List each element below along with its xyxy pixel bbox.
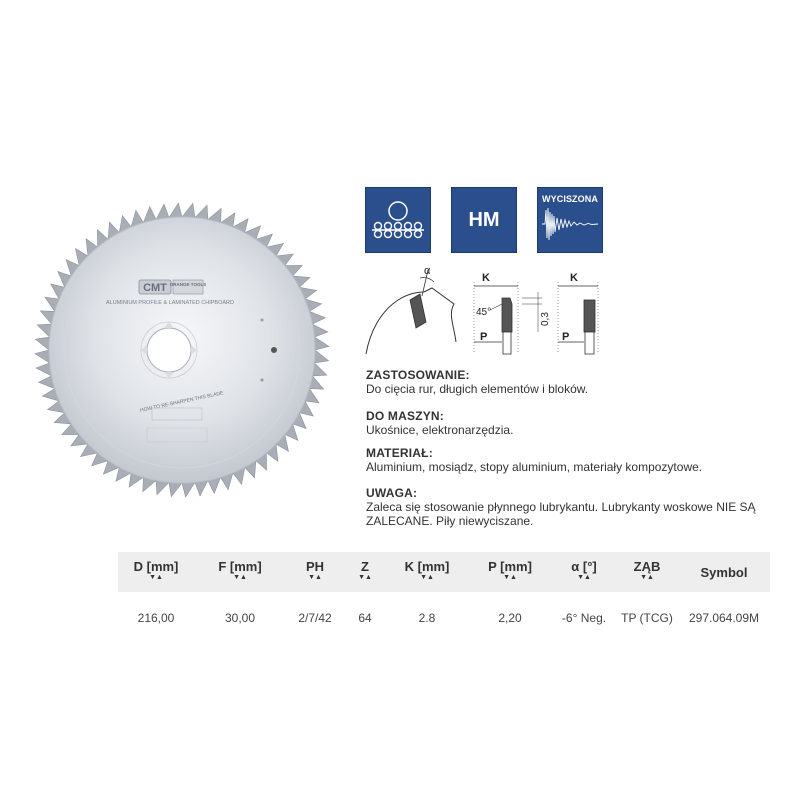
spec-table-header bbox=[118, 552, 770, 592]
p-label-1: P bbox=[480, 331, 488, 343]
material-section bbox=[366, 446, 786, 474]
note-text-line-2: ZALECANE. Piły niewyciszane. bbox=[366, 514, 534, 528]
tooth-geometry-diagram bbox=[362, 262, 602, 362]
noise-label: WYCISZONA bbox=[542, 194, 598, 204]
sort-arrows-icon[interactable]: ▼▲ bbox=[420, 574, 434, 581]
p-label-2: P bbox=[562, 331, 570, 343]
usage-title: ZASTOSOWANIE: bbox=[366, 368, 470, 382]
note-title: UWAGA: bbox=[366, 486, 418, 500]
machines-title: DO MASZYN: bbox=[366, 409, 444, 423]
sort-arrows-icon[interactable]: ▼▲ bbox=[233, 574, 247, 581]
saw-blade-image bbox=[32, 200, 332, 500]
tube-cutting-icon bbox=[370, 200, 426, 240]
note-section bbox=[366, 486, 786, 528]
machines-text: Ukośnice, elektronarzędzia. bbox=[366, 423, 514, 437]
usage-section bbox=[366, 368, 786, 396]
sound-wave-icon bbox=[540, 204, 600, 244]
noise-reduced-badge bbox=[537, 187, 603, 253]
note-text-line-1: Zaleca się stosowanie płynnego lubrykantu. Lubrykanty woskowe NIE SĄ bbox=[366, 500, 756, 514]
cell-d: 216,00 bbox=[137, 611, 175, 625]
column-header-tooth[interactable]: ZĄB ▼▲ bbox=[616, 552, 678, 592]
blade-brand-sub: ORANGE TOOLS bbox=[169, 282, 207, 287]
column-header-symbol: Symbol bbox=[700, 565, 748, 580]
tube-cutting-badge bbox=[365, 187, 431, 253]
table-row[interactable] bbox=[118, 603, 770, 633]
cell-f: 30,00 bbox=[224, 611, 256, 625]
machines-section bbox=[366, 409, 786, 437]
column-header-f[interactable]: F [mm] ▼▲ bbox=[194, 552, 286, 592]
chamfer-label: 0,3 bbox=[540, 312, 551, 326]
sort-arrows-icon[interactable]: ▼▲ bbox=[358, 574, 372, 581]
sort-arrows-icon[interactable]: ▼▲ bbox=[640, 574, 654, 581]
alpha-label: α bbox=[424, 265, 431, 277]
hm-label: HM bbox=[468, 208, 500, 231]
blade-resharpen-text: HOW TO RE-SHARPEN THIS BLADE bbox=[139, 390, 225, 414]
cell-p: 2,20 bbox=[498, 611, 522, 625]
cell-ph: 2/7/42 bbox=[298, 611, 332, 625]
sort-arrows-icon[interactable]: ▼▲ bbox=[308, 574, 322, 581]
cell-tooth: TP (TCG) bbox=[621, 611, 673, 625]
blade-brand: CMT bbox=[143, 282, 167, 294]
k-label-1: K bbox=[482, 272, 490, 284]
cell-symbol[interactable]: 297.064.09M bbox=[688, 611, 760, 625]
column-header-p[interactable]: P [mm] ▼▲ bbox=[468, 552, 552, 592]
material-text: Aluminium, mosiądz, stopy aluminium, materiały kompozytowe. bbox=[366, 460, 703, 474]
column-header-d[interactable]: D [mm] ▼▲ bbox=[118, 552, 194, 592]
blade-product-line: ALUMINIUM PROFILE & LAMINATED CHIPBOARD bbox=[106, 300, 234, 306]
cell-z: 64 bbox=[358, 611, 372, 625]
hm-badge bbox=[451, 187, 517, 253]
cell-k: 2.8 bbox=[418, 611, 436, 625]
usage-text: Do cięcia rur, długich elementów i bloków. bbox=[366, 382, 589, 396]
k-label-2: K bbox=[570, 272, 578, 284]
sort-arrows-icon[interactable]: ▼▲ bbox=[503, 574, 517, 581]
column-header-z[interactable]: Z ▼▲ bbox=[344, 552, 386, 592]
cell-alpha: -6° Neg. bbox=[561, 611, 607, 625]
column-header-k[interactable]: K [mm] ▼▲ bbox=[386, 552, 468, 592]
sort-arrows-icon[interactable]: ▼▲ bbox=[149, 574, 163, 581]
material-title: MATERIAŁ: bbox=[366, 446, 433, 460]
angle-label: 45° bbox=[476, 307, 492, 318]
column-header-alpha[interactable]: α [°] ▼▲ bbox=[552, 552, 616, 592]
column-header-ph[interactable]: PH ▼▲ bbox=[286, 552, 344, 592]
sort-arrows-icon[interactable]: ▼▲ bbox=[577, 574, 591, 581]
